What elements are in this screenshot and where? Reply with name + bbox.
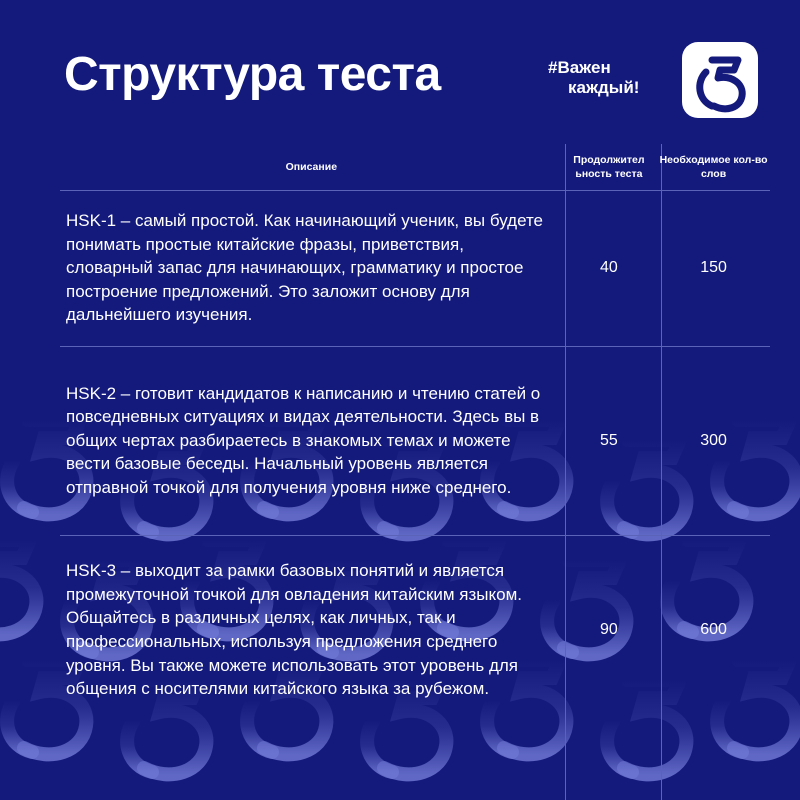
table-row [60,535,770,725]
row-duration: 40 [600,259,618,277]
row-words: 150 [700,259,727,277]
table-row [60,190,770,346]
row-words: 300 [700,431,727,449]
header-duration: Продолжител ьность теста [573,154,645,180]
slogan-line-1: #Важен [548,58,611,77]
header-words: Необходимое кол-во слов [659,154,768,180]
row-description: HSK-2 – готовит кандидатов к написанию и чтению статей о повседневных ситуациях и видах деятельности. Здесь вы в общих чертах разбираетесь в знакомых темах и можете вести базовые беседы. Начальный уровень является отправной точкой для получения уровня ниже среднего. [66,383,541,497]
row-duration: 55 [600,431,618,449]
test-structure-table [60,144,770,725]
table-header-row [60,144,770,190]
row-description: HSK-1 – самый простой. Как начинающий ученик, вы будете понимать простые китайские фразы, приветствия, словарный запас для начинающих, грамматику и простое построение предложений. Это заложит основу для дальнейшего изучения. [66,211,544,325]
slogan-line-2: каждый! [568,78,640,97]
table-row [60,346,770,535]
header-description: Описание [285,161,338,173]
row-duration: 90 [600,621,618,639]
page-title: Структура теста [64,48,441,101]
slogan [548,58,668,98]
row-description: HSK-3 – выходит за рамки базовых понятий и является промежуточной точкой для овладения китайским языком. Общайтесь в различных целях, как личных, так и профессиональных, используя предложения среднего уровня. Вы также можете использовать этот уровень для общения с носителями китайского языка за рубежом. [66,561,523,699]
row-words: 600 [700,621,727,639]
x5-logo-icon [682,42,758,118]
